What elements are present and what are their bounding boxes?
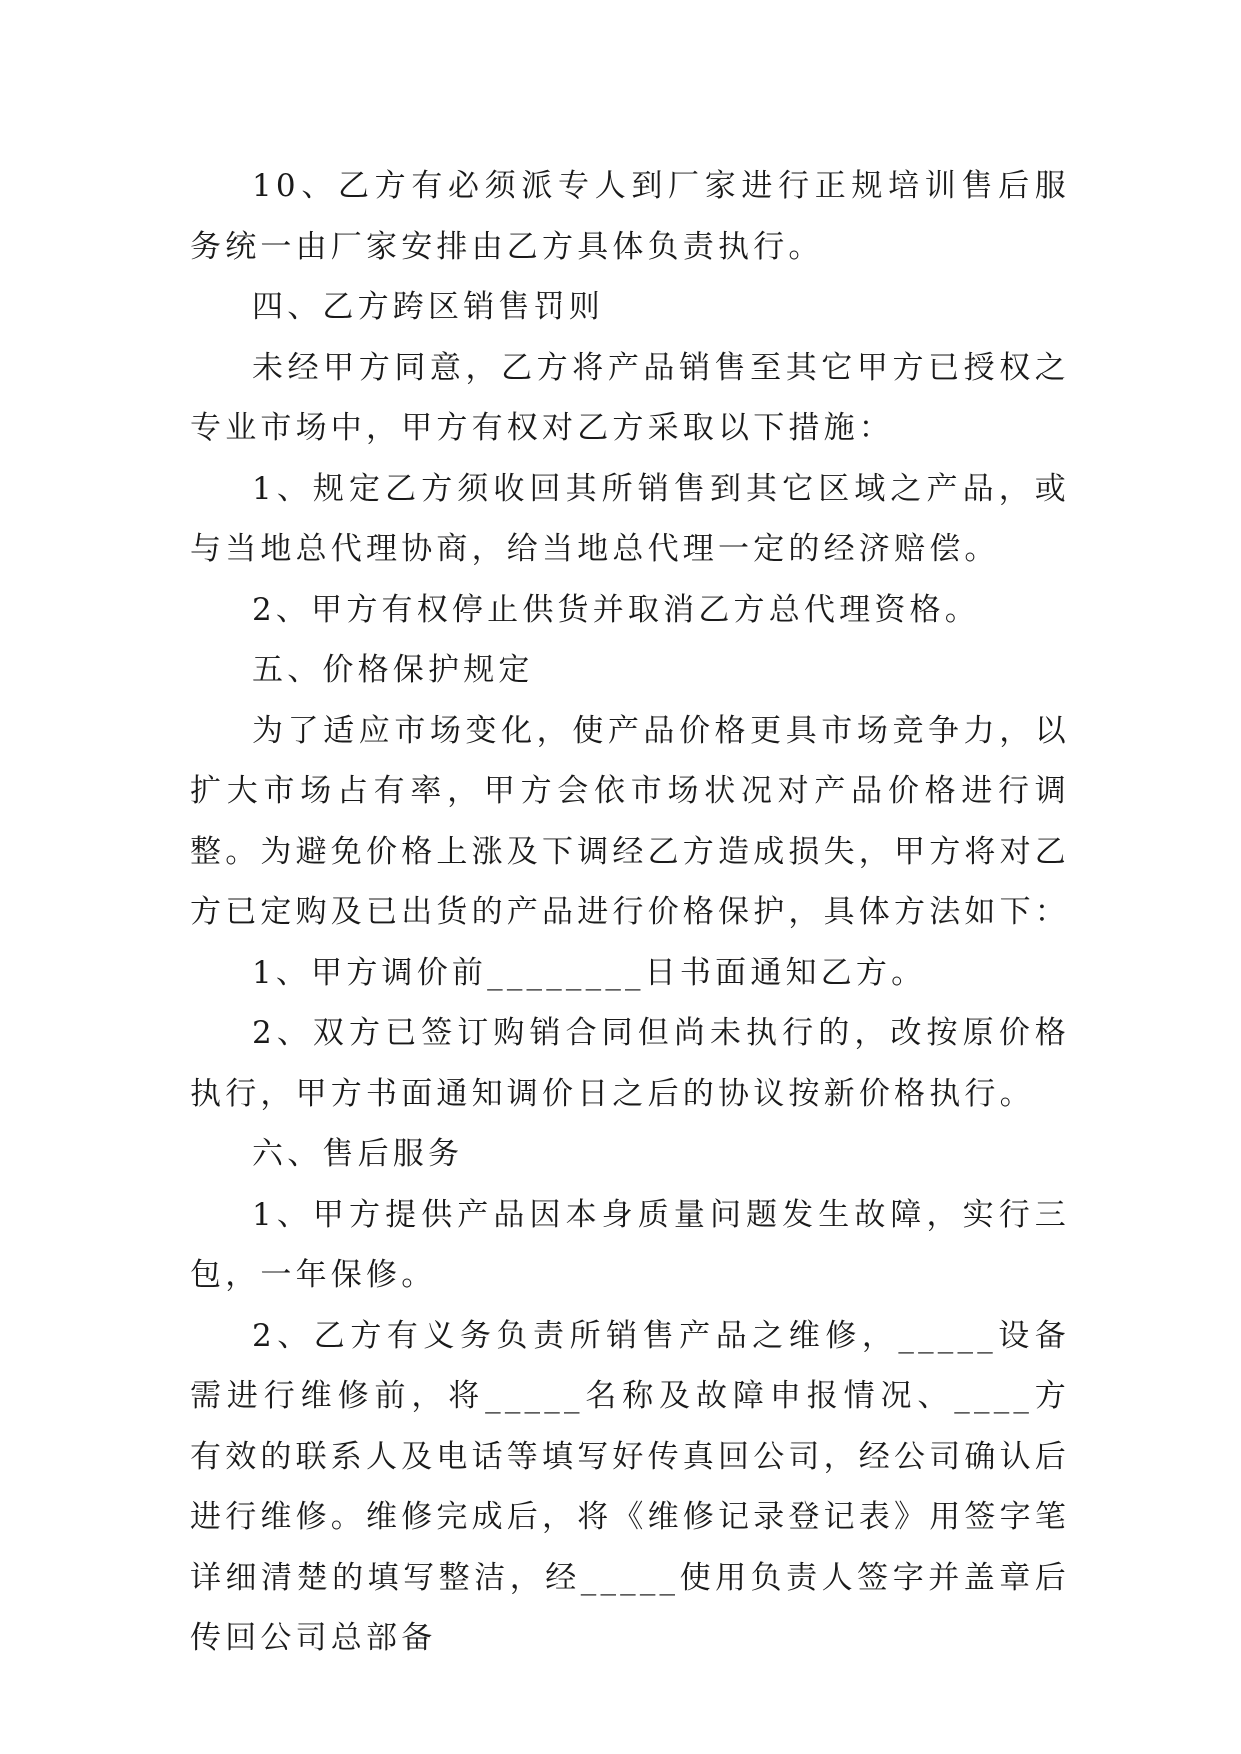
paragraph-price-adjustment: 为了适应市场变化，使产品价格更具市场竞争力，以扩大市场占有率，甲方会依市场状况对产品价格进行调整。为避免价格上涨及下调经乙方造成损失，甲方将对乙方已定购及已出货的产品进行价格保护，具体方法如下： <box>190 712 1070 930</box>
paragraph-item-2-stop-supply: 2、甲方有权停止供货并取消乙方总代理资格。 <box>252 591 980 628</box>
paragraph-item-2-repair: 2、乙方有义务负责所销售产品之维修，_____设备需进行维修前，将_____名称及故障申报情况、____方有效的联系人及电话等填写好传真回公司，经公司确认后进行维修。维修完成后，将《维修记录登记表》用签字笔详细清楚的填写整洁，经_____使用负责人签字并盖章后传回公司总部备 <box>190 1317 1070 1656</box>
paragraph-item-2-contracts: 2、双方已签订购销合同但尚未执行的，改按原价格执行，甲方书面通知调价日之后的协议按新价格执行。 <box>190 1015 1070 1112</box>
paragraph-item-1-warranty: 1、甲方提供产品因本身质量问题发生故障，实行三包，一年保修。 <box>190 1196 1070 1293</box>
paragraph-item-1-recall: 1、规定乙方须收回其所销售到其它区域之产品，或与当地总代理协商，给当地总代理一定的经济赔偿。 <box>190 470 1070 567</box>
paragraph-item-10-training: 10、乙方有必须派专人到厂家进行正规培训售后服务统一由厂家安排由乙方具体负责执行。 <box>190 168 1070 265</box>
paragraph-item-1-notice: 1、甲方调价前________日书面通知乙方。 <box>252 954 927 991</box>
section-heading-after-sales: 六、售后服务 <box>252 1136 464 1172</box>
document-body <box>190 156 1070 1669</box>
section-heading-cross-region-penalty: 四、乙方跨区销售罚则 <box>252 289 604 325</box>
paragraph-unauthorized-sales: 未经甲方同意，乙方将产品销售至其它甲方已授权之专业市场中，甲方有权对乙方采取以下措施： <box>190 349 1070 446</box>
section-heading-price-protection: 五、价格保护规定 <box>252 652 534 688</box>
